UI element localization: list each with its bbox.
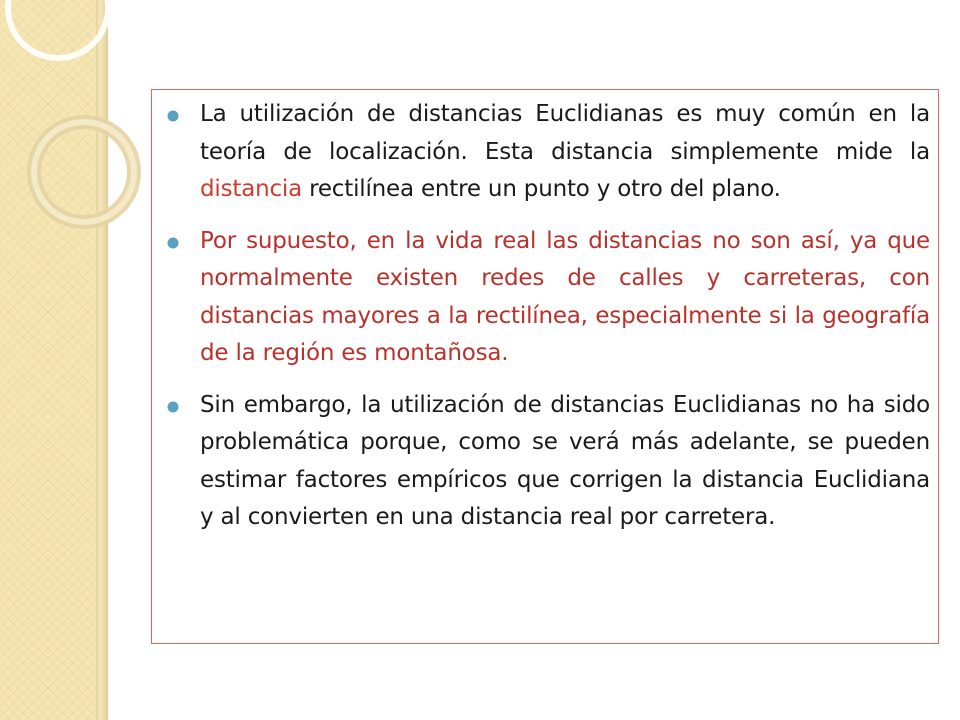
highlighted-word: distancia bbox=[200, 176, 302, 202]
bullet-dot-icon bbox=[167, 401, 179, 413]
decorative-circles bbox=[0, 0, 160, 260]
bullet-dot-icon bbox=[167, 237, 179, 249]
bullet-text-1-end: rectilínea entre un punto y otro del plano. bbox=[302, 176, 781, 202]
bullet-dot-icon bbox=[167, 110, 179, 122]
bullet-list bbox=[160, 96, 930, 551]
bullet-item-2 bbox=[160, 223, 930, 373]
bullet-text-1-start: La utilización de distancias Euclidianas es muy común en la teoría de localización. Esta distancia simplemente mide la bbox=[200, 101, 930, 165]
bullet-text-2: Por supuesto, en la vida real las distancias no son así, ya que normalmente existen redes de calles y carreteras, con distancias mayores a la rectilínea, especialmente si la geografía de la región es montañosa. bbox=[200, 227, 930, 366]
bullet-item-3 bbox=[160, 387, 930, 537]
bullet-item-1 bbox=[160, 96, 930, 209]
bullet-text-1 bbox=[200, 96, 930, 209]
bullet-text-3: Sin embargo, la utilización de distancias Euclidianas no ha sido problemática porque, como se verá más adelante, se pueden estimar factores empíricos que corrigen la distancia Euclidiana y al convierten en una distancia real por carretera. bbox=[200, 391, 930, 530]
